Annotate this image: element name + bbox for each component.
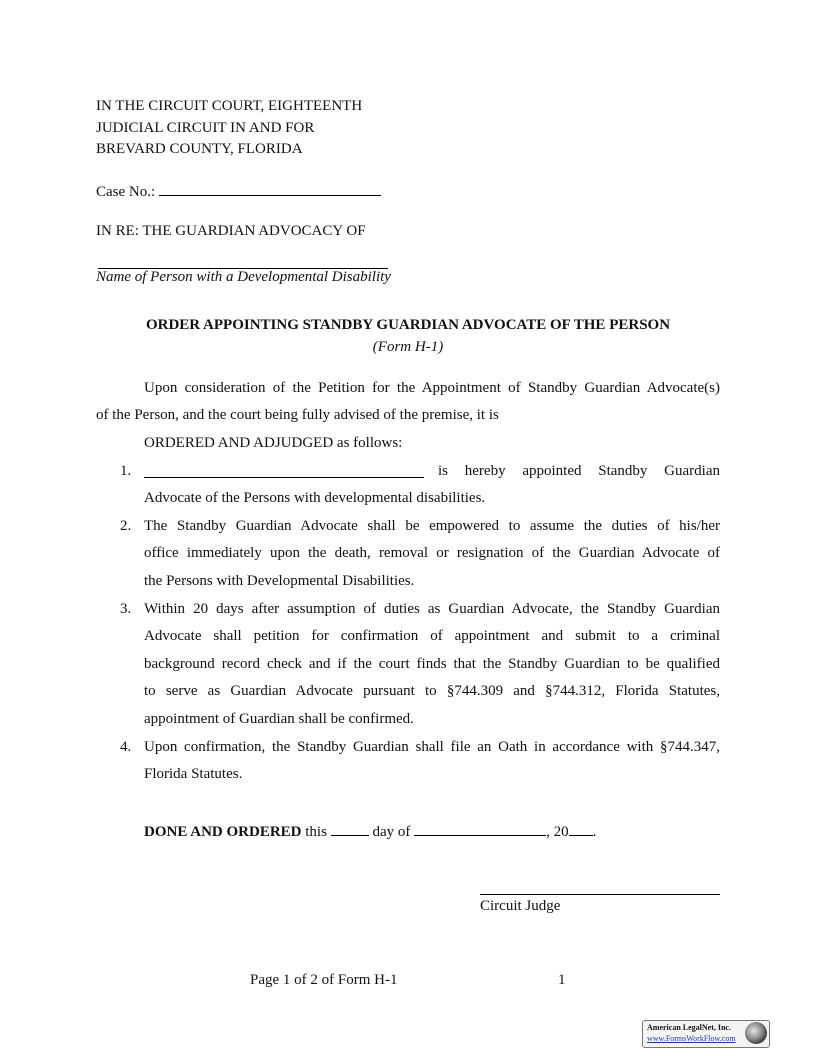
done-period: .	[592, 824, 597, 840]
person-name-label: Name of Person with a Developmental Disability	[96, 269, 391, 285]
intro-line-1: Upon consideration of the Petition for the Appointment of Standby Guardian Advocate(s)	[144, 380, 720, 396]
item-number-3: 3.	[120, 601, 132, 617]
form-number: (Form H-1)	[372, 339, 444, 355]
court-line-2: JUDICIAL CIRCUIT IN AND FOR	[96, 119, 315, 136]
item-3-line-5: appointment of Guardian shall be confirmed.	[144, 711, 414, 727]
court-line-1: IN THE CIRCUIT COURT, EIGHTEENTH	[96, 98, 363, 114]
item-3-line-1: Within 20 days after assumption of duties as Guardian Advocate, the Standby Guardian	[144, 601, 720, 617]
year-field[interactable]	[569, 821, 593, 836]
item-3-line-2: Advocate shall petition for confirmation of appointment and submit to a criminal	[144, 628, 720, 644]
order-title: ORDER APPOINTING STANDBY GUARDIAN ADVOCATE OF THE PERSON	[145, 317, 671, 333]
case-number-row	[96, 181, 381, 201]
year-prefix: , 20	[546, 824, 569, 840]
item-4-line-1: Upon confirmation, the Standby Guardian shall file an Oath in accordance with §744.347,	[144, 739, 720, 755]
item-1-line-1	[144, 463, 720, 483]
page-number: 1	[558, 972, 566, 988]
item-3-line-3: background record check and if the court finds that the Standby Guardian to be qualified	[144, 656, 720, 672]
item-2-line-2: office immediately upon the death, removal or resignation of the Guardian Advocate of	[144, 545, 720, 561]
this-label: this	[305, 824, 327, 840]
item-number-2: 2.	[120, 518, 132, 534]
done-and-ordered-line	[144, 821, 596, 841]
item-3-line-4: to serve as Guardian Advocate pursuant to §744.309 and §744.312, Florida Statutes,	[144, 683, 720, 699]
month-field[interactable]	[414, 821, 546, 836]
item-1-text: is hereby appointed Standby Guardian	[438, 463, 720, 479]
american-legalnet-logo[interactable]	[642, 1020, 770, 1048]
item-4-line-2: Florida Statutes.	[144, 766, 243, 782]
logo-company-name: American LegalNet, Inc.	[647, 1023, 731, 1032]
item-number-4: 4.	[120, 739, 132, 755]
done-and-ordered-label: DONE AND ORDERED	[144, 824, 302, 840]
item-number-1: 1.	[120, 463, 132, 479]
in-re-caption: IN RE: THE GUARDIAN ADVOCACY OF	[96, 223, 366, 239]
court-heading	[96, 96, 362, 161]
judge-signature-line[interactable]	[480, 894, 720, 895]
item-2-line-3: the Persons with Developmental Disabilities.	[144, 573, 415, 589]
item-2-line-1: The Standby Guardian Advocate shall be empowered to assume the duties of his/her	[144, 518, 720, 534]
logo-url[interactable]: www.FormsWorkFlow.com	[647, 1034, 736, 1043]
item-1-line-2: Advocate of the Persons with developmental disabilities.	[144, 490, 486, 506]
appointee-name-field[interactable]	[144, 463, 424, 478]
day-of-label: day of	[372, 824, 411, 840]
logo-globe-icon	[745, 1022, 767, 1044]
court-line-3: BREVARD COUNTY, FLORIDA	[96, 141, 303, 157]
case-number-field[interactable]	[159, 181, 381, 196]
day-field[interactable]	[331, 821, 369, 836]
case-number-label: Case No.:	[96, 184, 156, 200]
intro-line-2: of the Person, and the court being fully advised of the premise, it is	[96, 407, 499, 423]
page-footer: Page 1 of 2 of Form H-1	[250, 972, 398, 988]
circuit-judge-label: Circuit Judge	[480, 898, 561, 914]
ordered-adjudged: ORDERED AND ADJUDGED as follows:	[144, 435, 403, 451]
